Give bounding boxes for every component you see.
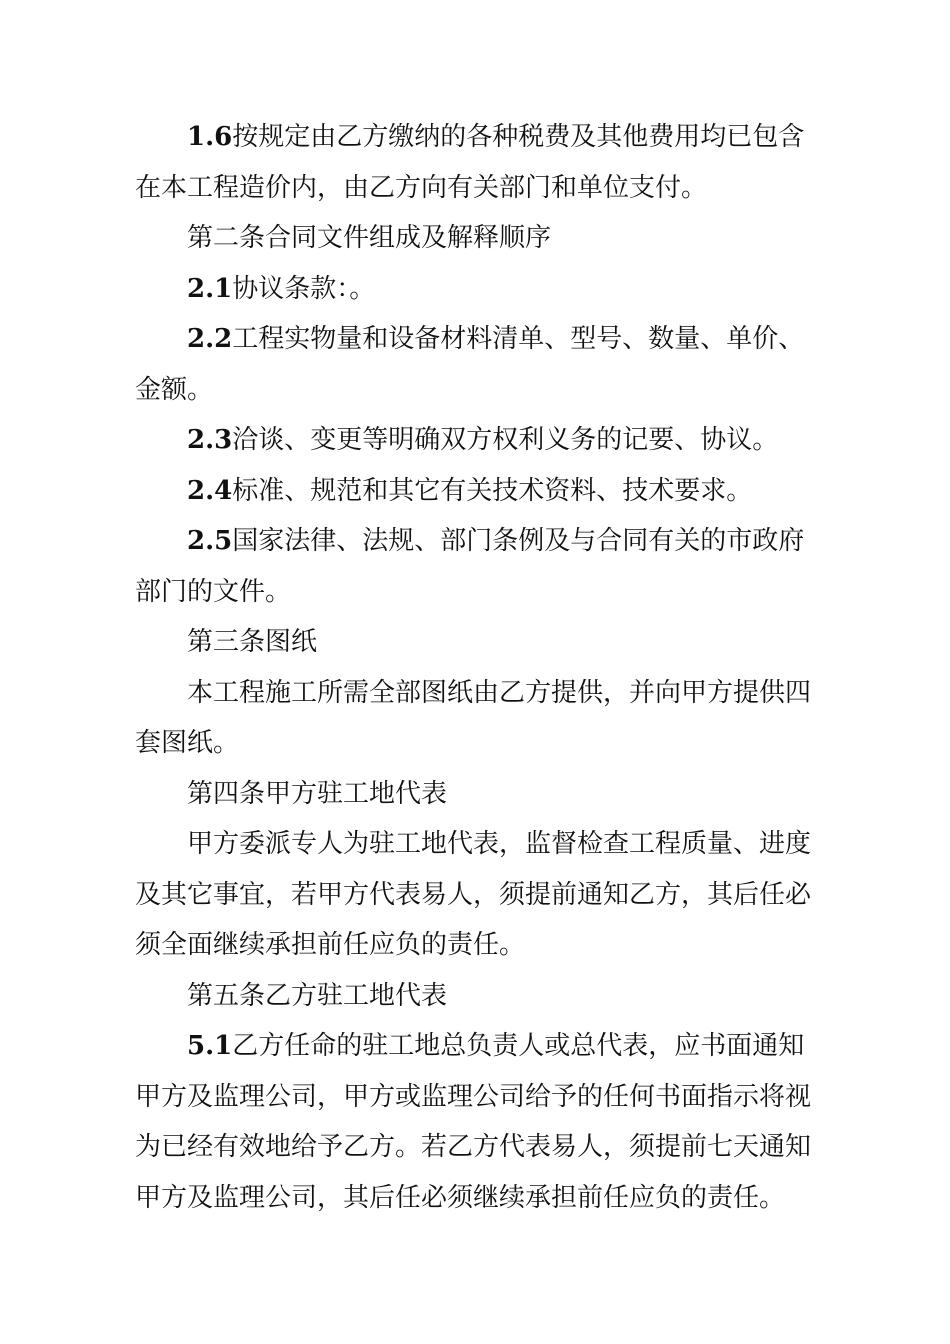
clause-2-1 <box>135 264 825 315</box>
clause-text: 乙方任命的驻工地总负责人或总代表，应书面通知甲方及监理公司，甲方或监理公司给予的任何书面指示将视为已经有效地给予乙方。若乙方代表易人，须提前七天通知甲方及监理公司，其后任必须继续承担前任应负的责任。 <box>135 1031 812 1213</box>
heading-text: 第五条乙方驻工地代表 <box>187 980 448 1011</box>
clause-2-3 <box>135 415 825 466</box>
body-text: 本工程施工所需全部图纸由乙方提供，并向甲方提供四套图纸。 <box>135 677 812 758</box>
clause-2-2 <box>135 314 825 415</box>
clause-number: 2.5 <box>187 526 233 556</box>
clause-text: 国家法律、法规、部门条例及与合同有关的市政府部门的文件。 <box>135 526 805 607</box>
clause-text: 协议条款：。 <box>232 273 376 304</box>
clause-text: 工程实物量和设备材料清单、型号、数量、单价、金额。 <box>135 324 805 405</box>
heading-text: 第三条图纸 <box>187 627 318 657</box>
article-3-heading <box>135 617 825 668</box>
article-5-heading <box>135 971 825 1022</box>
article-4-heading <box>135 769 825 820</box>
article-2-heading <box>135 213 825 264</box>
clause-number: 1.6 <box>187 122 233 152</box>
article-3-body <box>135 668 825 769</box>
clause-number: 2.3 <box>187 425 233 455</box>
clause-number: 2.2 <box>187 324 233 354</box>
clause-number: 2.4 <box>187 475 233 506</box>
clause-2-4 <box>135 466 825 517</box>
document-page <box>135 112 825 1223</box>
clause-2-5 <box>135 516 825 617</box>
clause-number: 5.1 <box>187 1031 233 1061</box>
clause-text: 标准、规范和其它有关技术资料、技术要求。 <box>232 475 753 506</box>
article-4-body <box>135 819 825 971</box>
clause-number: 2.1 <box>187 273 233 304</box>
body-text: 甲方委派专人为驻工地代表，监督检查工程质量、进度及其它事宜，若甲方代表易人，须提前通知乙方，其后任必须全面继续承担前任应负的责任。 <box>135 829 812 960</box>
clause-text: 洽谈、变更等明确双方权利义务的记要、协议。 <box>232 425 779 455</box>
heading-text: 第二条合同文件组成及解释顺序 <box>187 223 552 253</box>
heading-text: 第四条甲方驻工地代表 <box>187 778 448 809</box>
clause-5-1 <box>135 1021 825 1223</box>
clause-text: 按规定由乙方缴纳的各种税费及其他费用均已包含在本工程造价内，由乙方向有关部门和单位支付。 <box>135 122 805 203</box>
clause-1-6 <box>135 112 825 213</box>
